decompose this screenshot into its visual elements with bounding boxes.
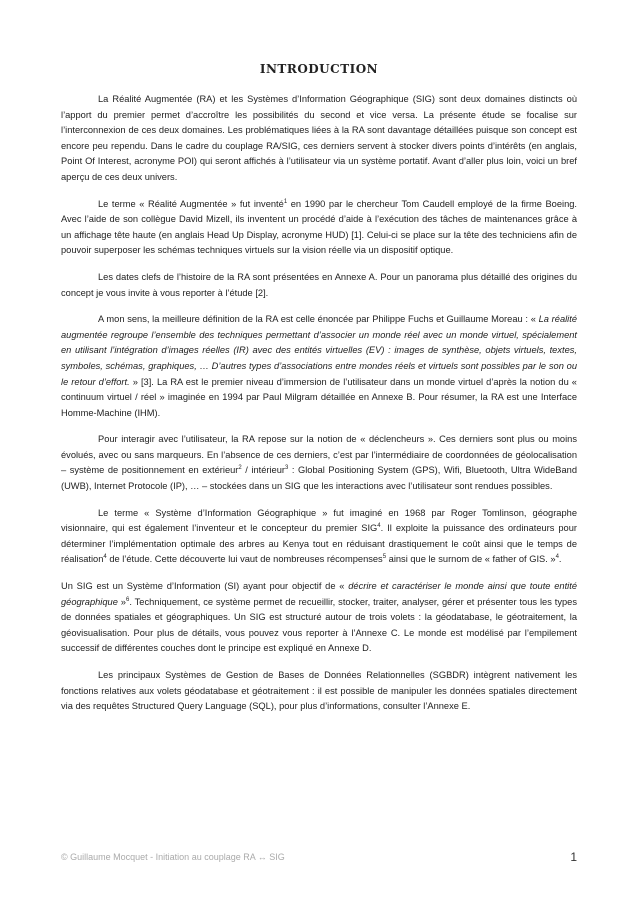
page-number: 1 [570,850,577,864]
document-body [61,62,577,726]
paragraph-ra-triggers: Pour interagir avec l’utilisateur, la RA repose sur la notion de « déclencheurs ». Ces derniers sont plus ou moins évolués, avec ou sans marqueurs. En l’absence de ces derniers, c’est par l’intermédiaire de coordonnées de géolocalisation – système de positionnement en extérieur$^2$ / intérieur$^3$ : Global Positioning System (GPS), Wifi, Bluetooth, Ultra WideBand (UWB), Internet Protocole (IP), … – stockées dans un SIG que les interactions avec l’utilisateur sont rendues possibles. [61,434,577,492]
paragraph-ra-dates: Les dates clefs de l’histoire de la RA sont présentées en Annexe A. Pour un panorama plus détaillé des origines du concept je vous invite à vous reporter à l’étude [2]. [61,271,577,298]
footnote-ref: 3 [284,465,289,472]
page-title: INTRODUCTION [259,62,379,76]
footnote-ref: 4 [103,554,107,561]
footnote-ref: 6 [125,596,130,603]
footnote-ref: 1 [283,198,288,205]
paragraph-ra-origin: Le terme « Réalité Augmentée » fut inventé$^1$ en 1990 par le chercheur Tom Caudell employé de la firme Boeing. Avec l’aide de son collègue David Mizell, ils inventent un procédé d’aide à l’exécution des tâches de maintenances grâce à un affichage tête haute (en anglais Head Up Display, acronyme HUD) [1]. Celui-ci se place sur la tête des techniciens afin de pouvoir superposer les schémas techniques virtuels sur la vision réelle via un dispositif optique. [61,198,577,256]
footnote-ref: 2 [238,465,242,472]
definition-quote: La réalité augmentée regroupe l’ensemble des techniques permettant d’associer un monde réel avec un monde virtuel, spécialement en utilisant l’intégration d’images réelles (IR) avec des entités virtuelles (EV) : images de synthèse, objets virtuels, textes, symboles, schémas, graphiques, … D’autres types d’associations entre mondes réels et virtuels sont possibles par le son ou le retour d’effort. [61,314,577,387]
footnote-ref: 4 [377,523,381,530]
footnote-ref: 4 [555,554,559,561]
paragraph-sgbdr: Les principaux Systèmes de Gestion de Bases de Données Relationnelles (SGBDR) intègrent nativement les fonctions relatives aux volets géodatabase et géotraitement : il est possible de manipuler les données spatiales directement via des requêtes Structured Query Language (SQL), pour plus d’informations, consulter l’Annexe E. [61,670,577,712]
paragraph-ra-definition: A mon sens, la meilleure définition de la RA est celle énoncée par Philippe Fuchs et Guillaume Moreau : « La réalité augmentée regroupe l’ensemble des techniques permettant d’associer un monde réel avec un monde virtuel, spécialement en utilisant l’intégration d’images réelles (IR) avec des entités virtuelles (EV) : images de synthèse, objets virtuels, textes, symboles, schémas, graphiques, … D’autres types d’associations entre mondes réels et virtuels sont possibles par le son ou le retour d’effort. » [3]. La RA est le premier niveau d’immersion de l’utilisateur dans un monde virtuel d’après la notion du « continuum virtuel / réel » imaginée en 1994 par Paul Milgram détaillée en Annexe B. Pour résumer, la RA est une Interface Homme-Machine (IHM). [61,314,577,418]
footnote-ref: 5 [382,554,387,561]
paragraph-intro: La Réalité Augmentée (RA) et les Systèmes d’Information Géographique (SIG) sont deux domaines distincts où l’apport du premier permet d’accroître les possibilités du second et vice versa. La présente étude se focalise sur l’interconnexion de ces deux domaines. Les problématiques liées à la RA sont davantage détaillées puisque son concept est encore peu rependu. Dans le cadre du couplage RA/SIG, ces derniers servent à stocker divers points d’intérêts (en anglais, Point Of Interest, acronyme POI) qui seront affichés à l’utilisateur via un système portatif. Avant d’aller plus loin, voici un bref aperçu de ces deux univers. [61,94,577,182]
paragraph-sig-origin: Le terme « Système d’Information Géographique » fut imaginé en 1968 par Roger Tomlinson, géographe visionnaire, qui est également l’inventeur et le concepteur du premier SIG$^4$. Il exploite la puissance des ordinateurs pour déterminer l’implémentation optimale des arbres au Kenya tout en réduisant drastiquement le coût ainsi que le temps de réalisation$^4$ de l’étude. Cette découverte lui vaut de nombreuses récompenses$^5$ ainsi que le surnom de « father of GIS. »$^4$. [61,507,577,565]
footer-copyright: © Guillaume Mocquet - Initiation au couplage RA ↔ SIG [61,852,285,862]
page-footer [61,852,577,862]
definition-quote: décrire et caractériser le monde ainsi que toute entité géographique [61,581,577,607]
paragraph-sig-definition: Un SIG est un Système d’Information (SI) ayant pour objectif de « décrire et caractériser le monde ainsi que toute entité géographique »$^6$. Techniquement, ce système permet de recueillir, stocker, traiter, analyser, gérer et présenter tous les types de données spatiales et géographiques. Un SIG est structuré autour de trois volets : la géodatabase, le géotraitement, la géovisualisation. Pour plus de détails, vous pouvez vous reporter à l’Annexe C. Le monde est modélisé par l’empilement successif de différentes couches dont le principe est expliqué en Annexe D. [61,581,577,654]
